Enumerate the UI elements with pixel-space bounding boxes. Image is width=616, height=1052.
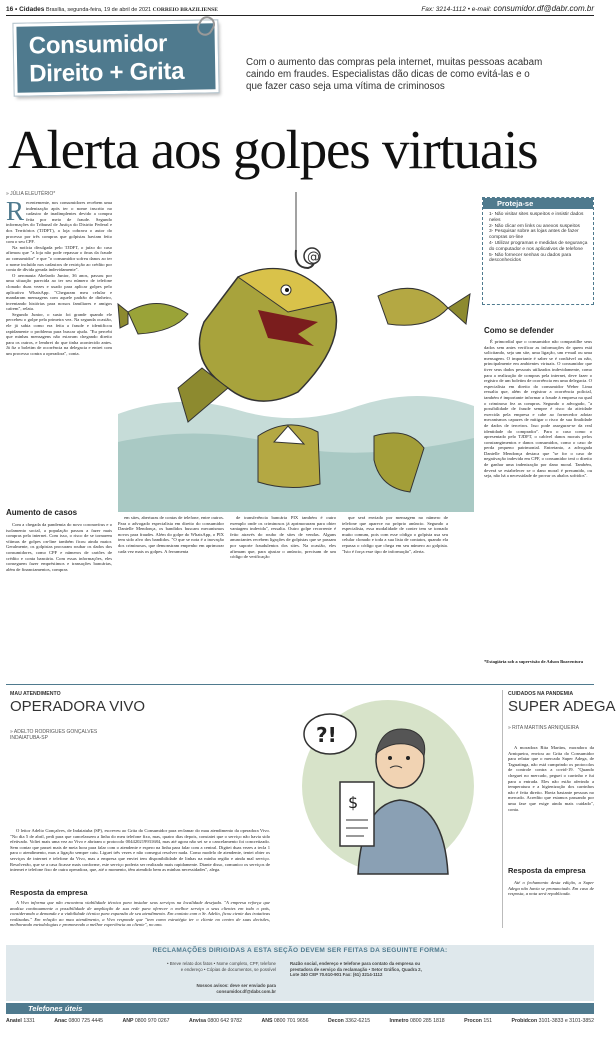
protect-item: 2- Não clicar em links ou anexos suspeitos	[489, 223, 580, 229]
svg-text:$: $	[348, 793, 359, 812]
lead-paragraph-3: O aeronauta Abelardo Junior, 36 anos, passou por uma situação parecida ao ter seu número de telefone clonado duas vezes e usado para aplicar golpes pelo aplicativo WhatsApp. "Chegaram meu celular e mandaram mensagens com aquele padrão de dinheiro, inventando histórias para nossos familiares e amigos caírem", relata.	[6, 272, 112, 312]
operadora-title: OPERADORA VIVO	[10, 698, 146, 715]
footer-col-2: Nossos avisos: deve ser enviado para consumidor.df@dabr.com.br	[196, 983, 276, 994]
contact-email: consumidor.df@dabr.com.br	[493, 4, 594, 13]
editor-note: *Estagiária sob a supervisão de Adson Boaventura	[484, 659, 584, 664]
protect-title: Proteja-se	[483, 198, 593, 209]
phone-item: ANP 0800 970 0267	[122, 1018, 170, 1024]
body-col-1: Com a chegada da pandemia do novo coronavírus e o isolamento social, a população passou a fazer mais compras pela internet. Com isso, o risco de se tornarem vítimas de golpes on-line também ficou ainda maior. Geralmente, os golpistas procuram roubar os dados dos consumidores, como CPF e números de cartões de crédito e conta bancária. Com essas informações, eles conseguem fazer empréstimos e transações bancárias, além de financiamentos, compras	[6, 522, 112, 572]
superadega-response: Até o fechamento desta edição, a Super Adega não havia se pronunciado. Em caso de resposta, a nota será republicada.	[508, 880, 594, 897]
lead-column	[6, 196, 112, 357]
phone-item: Anvisa 0800 642 9782	[188, 1018, 243, 1024]
lead-paragraph-4: Segundo Junior, o susto foi grande quando ele percebeu o golpe pela primeira vez. Na segunda ocasião, ele já sabia como era feita a fraude e identificou rapidamente o problema para buscar ajuda. "Eu percebi que minhas mensagens não estavam chegando direito para os outros, e lembrei do que tinha acontecido antes. Já fiz o boletim de ocorrência na delegacia e entrei com um processo contra a operadora", conta.	[6, 311, 112, 357]
lead-paragraph: Recentemente, nos consumidores recebem uma indenização após ter o nome inscrito no cadastro de inadimplentes devido a compra feita por meio de fraude. Segundo informações do Tribunal de Justiça do Distrito Federal e dos Territórios (TJDFT), a loja cobrava o autor do processo por três compras que golpistas haviam feito com o seu CPF.	[6, 196, 112, 245]
superadega-text: A moradora Rita Martins, moradora da Arniqueira, enviou ao Grita do Consumidor para relatar que o mercado Super Adega, de Taguatinga, não está cumprindo os protocolos de controle contra a covid-19. "Quando cheguei no mercado, peguei o carrinho e fui para a entrada. Eles não estão aferindo a temperatura e a higienização dos carrinhos não é feita direito. Havia bastante pessoas no mercado. Acredito que estamos passando por uma fase que exige ainda mais cuidado", conta.	[508, 745, 594, 812]
footer-col-1: • Breve relato dos fatos • Nome completo, CPF, telefone e endereço • Cópias de documentos, se possível	[167, 961, 276, 972]
defend-title: Como se defender	[484, 326, 554, 335]
phone-item: Inmetro 0800 285 1818	[389, 1018, 445, 1024]
big-fish-icon	[178, 269, 336, 422]
defend-text: É primordial que o consumidor não compartilhe seus dados sem antes verificar as informações de quem está solicitando, seja um site, uma ligação, um e-mail ou uma mensagem. O importante é saber se é confiável ou não, principalmente em ambientes virtuais. O consumidor que tiver seus dados pessoais utilizados indevidamente, como para a realização de compras pela internet, deve fazer o registro de um boletim de ocorrência em uma delegacia. O especialista em direito do consumidor Weber Lima ressalta que, além de registrar a ocorrência policial, também é importante informar a fraude à empresa na qual o criminoso fez as compras. Segundo o advogado, "a possibilidade de fraude sempre é risco da atividade exercida pela empresa e cabe ao fornecedor adotar mecanismos capazes de mitigar o risco de sua finalidade de dados de terceiros. Isso pode assegurar-se da real identidade do comprador". Para o caso como o apresentado pelo TJDFT, o cabível danos morais pelos constrangimentos e danos consumidos, como o caso de perda pequeno patrimonial. Entretanto, a advogada Danielle Mendonça destaca que "se for o caso de negativação indevida em CPF, o consumidor terá o direito de ganhar uma indenização por dano moral. Também, deverá se estabelecer se o dano moral é presumido, ou seja, não há a necessidade de provar os abalos sofridos".	[484, 339, 592, 479]
operadora-author: » ADELTO RODRIGUES GONÇALVES INDAIATUBA-SP	[10, 729, 98, 741]
phones-title: Telefones úteis	[28, 1004, 83, 1013]
operadora-text: O leitor Adelto Gonçalves, de Indaiatuba (SP), escreveu ao Grita do Consumidor para reclamar do mau atendimento da operadora Vivo. "No dia 5 de abril, pedi para que cancelassem a linha do meu telefone fixo, mas, quatro dias depois, constatei que o serviço não havia sido efetivado. Voltei mais uma vez ao Vivo e abriram o protocolo 004420219931684, mas até agora não sei se o cancelamento foi concretizado. Sem contar que passei mais de meia hora para falar com o atendente e espero na linha para falar com a central. Digitei duas vezes a tecla 1 para o atendimento, mas a ligação sempre caiu. Liguei três vezes e não consegui resolver nada. Como modelo de atendente, tentei obter os serviços de internet e telefone da Vivo, mas a empresa que enviei tem disponibilidade de linhas na minha região e ainda mal serviço. Resolverão, que se a casa ficasse mais conforme, este serviço poderia ser realizado mais rapidamente. Diante disso, comunico os serviços de internet e telefone fixo de outra operadora, que, até o momento, têm atendido bem as minhas necessidades", alega.	[10, 828, 270, 873]
receipt-icon	[340, 782, 374, 846]
newspaper-name: CORREIO BRAZILIENSE	[152, 7, 218, 13]
svg-text:?!: ?!	[316, 723, 337, 747]
header-left	[6, 6, 218, 13]
byline: » JÚLIA ELEUTÉRIO*	[6, 191, 56, 197]
phone-item: Probidcon 3101-3833 e 3101-3852	[511, 1018, 594, 1024]
footer-banner: RECLAMAÇÕES DIRIGIDAS A ESTA SEÇÃO DEVEM SER FEITAS DA SEGUINTE FORMA:	[152, 947, 448, 954]
section-title-2: Direito + Grita	[29, 57, 185, 88]
page-date: Brasília, segunda-feira, 19 de abril de 2021	[45, 7, 152, 13]
section-title-1: Consumidor	[28, 30, 168, 60]
superadega-title: SUPER ADEGA	[508, 698, 616, 715]
header-rule	[6, 15, 594, 16]
subhead-aumento: Aumento de casos	[6, 508, 78, 517]
headline: Alerta aos golpes virtuais	[8, 119, 538, 180]
superadega-kicker: CUIDADOS NA PANDEMIA	[508, 691, 574, 697]
confused-man-illustration	[278, 694, 498, 874]
lead-paragraph-2: Na notícia divulgada pelo TJDFT, o juízo do caso afirmou que "a loja não pode repassar o ônus da fraude ao consumidor" e que "o consumidor sofreu danos ao ter o nome incluído nos cadastros de restrição ao crédito por conta de dívida gerada indevidamente".	[6, 244, 112, 273]
protect-item: 4- Utilizar programas e medidas de segurança do computador e nos aplicativos de telefone	[489, 240, 588, 252]
protect-box	[482, 197, 594, 305]
operadora-response: A Vivo informa que não encontrou viabilidade técnica para instalar seus serviços na localidade desejada. "A empresa reforça que analisa continuamente a possibilidade de ampliação de sua rede para oferecer o melhor serviço a seus clientes em todo o país, considerando a demanda e a viabilidade técnica para expansão de seu atendimento. Em contato com o Sr. Adelto, ficou ciente das tratativas realizadas." Em relação ao mau atendimento, a Vivo responde que "tem como estratégia ter o cliente no centro de suas decisões, melhorando metodologias e promovendo a melhor experiência ao cliente", no ano.	[10, 900, 270, 928]
intro-text: Com o aumento das compras pela internet, muitas pessoas acabam caindo em fraudes. Especialistas dão dicas de como evitá-las e o que fazer caso seja uma vítima de criminosos	[246, 57, 543, 92]
fax-label: Fax: 3214-1112 • e-mail:	[421, 6, 492, 13]
superadega-author: » RITA MARTINS ARNIQUEIRA	[508, 725, 579, 731]
superadega-response-title: Resposta da empresa	[508, 866, 586, 875]
footer-box	[6, 945, 594, 1001]
phones-header	[6, 1003, 594, 1014]
svg-text:@: @	[307, 250, 320, 265]
operadora-response-title: Resposta da empresa	[10, 888, 88, 897]
protect-item: 3- Pesquisar sobre as lojas antes de fazer compras on-line	[489, 229, 579, 241]
small-fish-left-icon	[118, 303, 188, 334]
small-fish-right-icon	[378, 288, 470, 325]
speech-bubble-icon	[304, 714, 356, 754]
protect-item: 1- Não visitar sites suspeitos e insistir dados neles	[489, 212, 584, 223]
phone-item: ANS 0800 701 9656	[261, 1018, 309, 1024]
drop-cap: R	[6, 196, 25, 226]
email-bait-icon	[304, 248, 320, 265]
page-number: 16 • Cidades	[6, 6, 45, 13]
section-divider	[6, 684, 594, 685]
header-right	[421, 4, 594, 13]
phones-row	[6, 1018, 594, 1024]
protect-list	[485, 212, 591, 264]
body-col-3: de transferência bancária PIX também é outro exemplo onde os criminosos já aprimoraram para obter vantagem indevida", ressalta. Outro golpe recorrente é feito através do roubo de sites de vendas. Alguns anunciantes recebem ligações de golpistas que se passam por suporte fraudulentos dos sites. Na ocasião, eles afirmam que, para ajustar o anúncio, precisam de um código de verificação	[230, 515, 336, 560]
body-col-2: em sites, aberturas de contas de telefone, entre outros. Para o advogado especialista em direito do consumidor Danielle Mendonça, os bandidos buscam mecanismos novos para fraudes. Além do golpe do WhatsApp, o PIX tem sido alvo dos bandidos. "O que se nota é a inovação dos criminosos, que demonstram empenho em aprimorar cada vez mais os golpes. A ferramenta	[118, 515, 224, 554]
operadora-kicker: MAU ATENDIMENTO	[10, 691, 61, 697]
phone-item: Decon 3362-6215	[327, 1018, 371, 1024]
protect-item: 5- Não fornecer senhas ou dados para desconhecidos	[489, 252, 572, 264]
footer-col-3: Razão social, endereço e telefone para contato da empresa ou prestadora de serviço da reclamação • Setor Gráfico, Quadra 2, Lote 340 CEP 70.610-901 Fax: (61) 3214-1112	[290, 961, 422, 977]
body-col-4: que será enviado por mensagem no número de telefone que aparece no próprio anúncio. Segundo a especialista, essa modalidade de conter tem se tornado muito comum, pois com esse código o golpista usa seu celular clonado e toda a sua lista de contatos, quando ela repassa o código que chega em seu número ao golpista. "Isto é força esse tipo de informação", alerta.	[342, 515, 448, 554]
fish-illustration	[118, 192, 474, 512]
fish-below-icon	[258, 425, 320, 488]
phone-item: Anatel 1331	[6, 1018, 35, 1024]
phone-item: Procon 151	[464, 1018, 493, 1024]
section-tag	[13, 20, 218, 96]
column-rule	[502, 690, 503, 928]
phone-item: Anac 0800 725 4445	[54, 1018, 104, 1024]
